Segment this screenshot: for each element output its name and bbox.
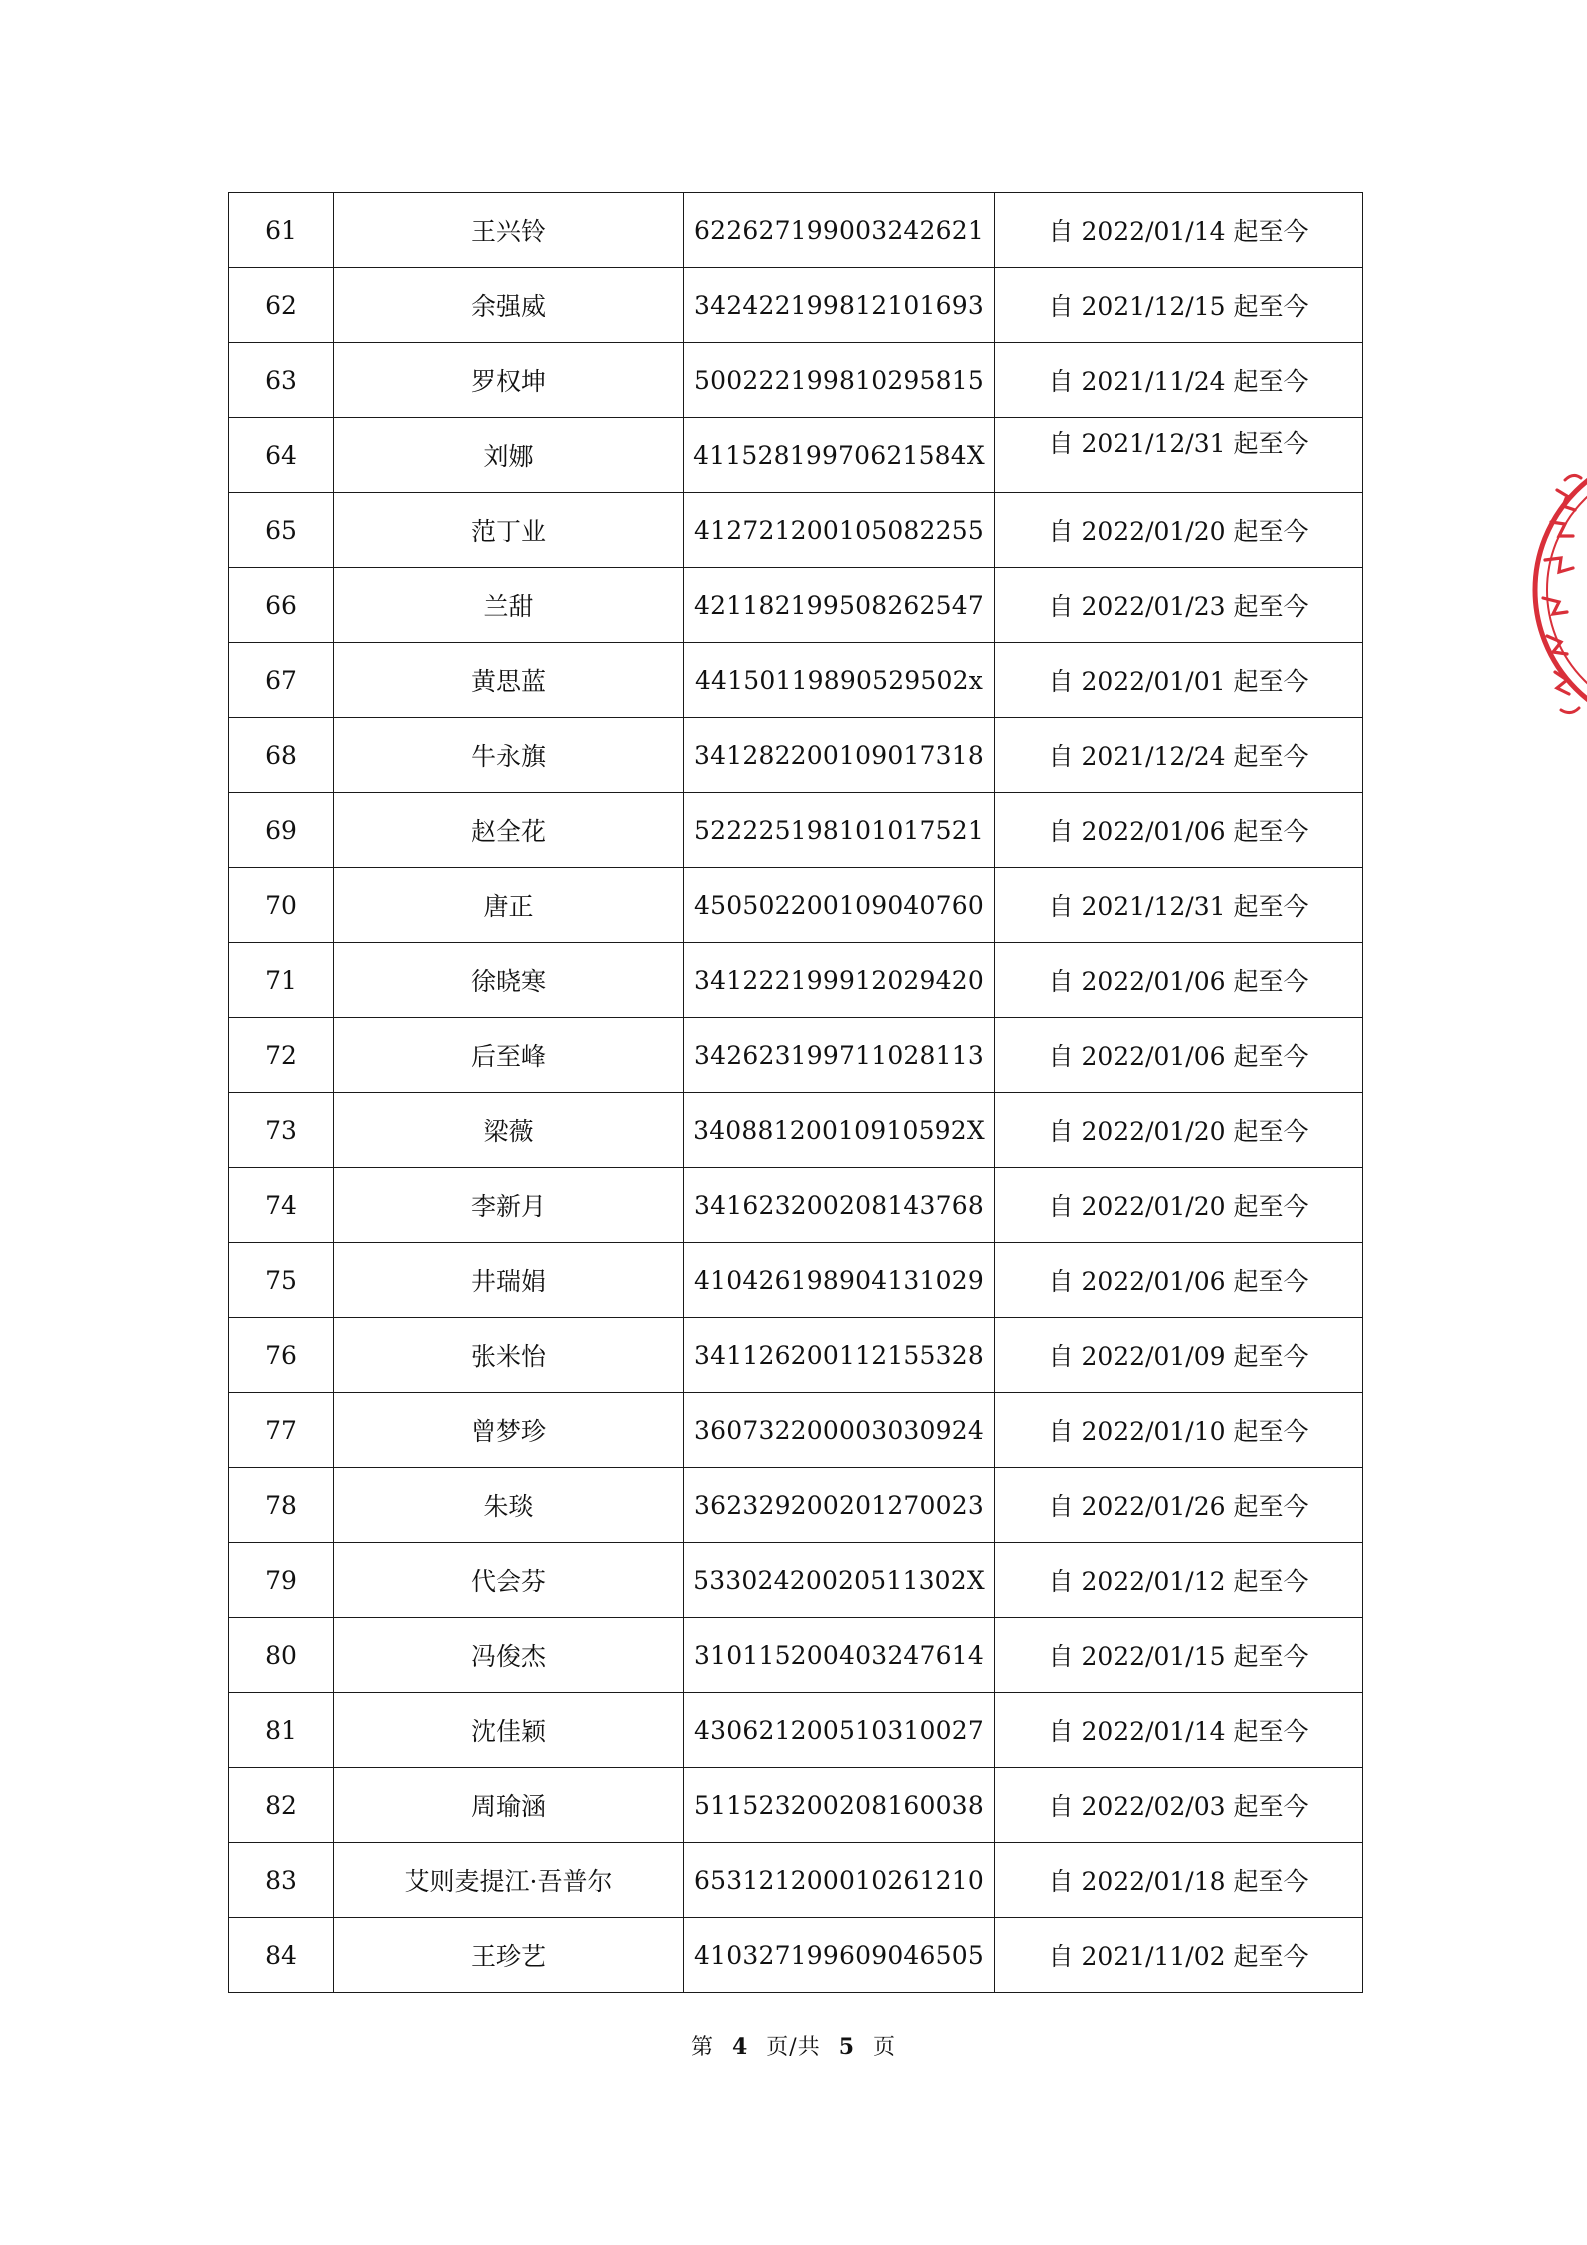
period-cell: 自 2022/01/14 起至今 <box>995 193 1363 268</box>
id-number-cell: 41152819970621584X <box>684 418 995 493</box>
id-number-cell: 410327199609046505 <box>684 1918 995 1993</box>
row-number-cell: 72 <box>229 1018 334 1093</box>
table-row <box>229 1543 1363 1618</box>
employee-roster-table <box>228 192 1363 1993</box>
id-number-cell: 653121200010261210 <box>684 1843 995 1918</box>
total-pages-number: 5 <box>838 2034 856 2060</box>
period-cell: 自 2022/01/20 起至今 <box>995 493 1363 568</box>
id-number-cell: 341282200109017318 <box>684 718 995 793</box>
period-cell: 自 2022/01/06 起至今 <box>995 1018 1363 1093</box>
id-number-cell: 342623199711028113 <box>684 1018 995 1093</box>
period-cell: 自 2022/01/14 起至今 <box>995 1693 1363 1768</box>
company-seal-stamp <box>1525 420 1587 760</box>
name-cell: 艾则麦提江·吾普尔 <box>334 1843 684 1918</box>
name-cell: 王兴铃 <box>334 193 684 268</box>
period-cell: 自 2022/01/20 起至今 <box>995 1168 1363 1243</box>
id-number-cell: 53302420020511302X <box>684 1543 995 1618</box>
table-row <box>229 268 1363 343</box>
table-row <box>229 1318 1363 1393</box>
period-cell: 自 2022/01/20 起至今 <box>995 1093 1363 1168</box>
row-number-cell: 63 <box>229 343 334 418</box>
name-cell: 周瑜涵 <box>334 1768 684 1843</box>
id-number-cell: 341126200112155328 <box>684 1318 995 1393</box>
name-cell: 井瑞娟 <box>334 1243 684 1318</box>
footer-suffix: 页 <box>873 2035 897 2060</box>
name-cell: 黄思蓝 <box>334 643 684 718</box>
name-cell: 曾梦珍 <box>334 1393 684 1468</box>
period-cell: 自 2022/01/09 起至今 <box>995 1318 1363 1393</box>
period-cell: 自 2022/01/06 起至今 <box>995 793 1363 868</box>
table-row <box>229 1843 1363 1918</box>
table-row <box>229 868 1363 943</box>
table-row <box>229 568 1363 643</box>
row-number-cell: 74 <box>229 1168 334 1243</box>
name-cell: 朱琰 <box>334 1468 684 1543</box>
row-number-cell: 66 <box>229 568 334 643</box>
id-number-cell: 412721200105082255 <box>684 493 995 568</box>
footer-prefix: 第 <box>690 2035 714 2060</box>
name-cell: 余强威 <box>334 268 684 343</box>
row-number-cell: 68 <box>229 718 334 793</box>
name-cell: 牛永旗 <box>334 718 684 793</box>
name-cell: 代会芬 <box>334 1543 684 1618</box>
name-cell: 徐晓寒 <box>334 943 684 1018</box>
id-number-cell: 522225198101017521 <box>684 793 995 868</box>
name-cell: 刘娜 <box>334 418 684 493</box>
table-row <box>229 1768 1363 1843</box>
id-number-cell: 34088120010910592X <box>684 1093 995 1168</box>
name-cell: 后至峰 <box>334 1018 684 1093</box>
period-cell: 自 2022/01/10 起至今 <box>995 1393 1363 1468</box>
name-cell: 冯俊杰 <box>334 1618 684 1693</box>
id-number-cell: 342422199812101693 <box>684 268 995 343</box>
row-number-cell: 80 <box>229 1618 334 1693</box>
table-row <box>229 793 1363 868</box>
table-row <box>229 193 1363 268</box>
table-row <box>229 418 1363 493</box>
id-number-cell: 430621200510310027 <box>684 1693 995 1768</box>
name-cell: 梁薇 <box>334 1093 684 1168</box>
name-cell: 沈佳颖 <box>334 1693 684 1768</box>
row-number-cell: 81 <box>229 1693 334 1768</box>
table-row <box>229 1693 1363 1768</box>
id-number-cell: 622627199003242621 <box>684 193 995 268</box>
name-cell: 李新月 <box>334 1168 684 1243</box>
table-row <box>229 1918 1363 1993</box>
period-cell: 自 2022/01/01 起至今 <box>995 643 1363 718</box>
id-number-cell: 362329200201270023 <box>684 1468 995 1543</box>
id-number-cell: 341623200208143768 <box>684 1168 995 1243</box>
row-number-cell: 73 <box>229 1093 334 1168</box>
id-number-cell: 421182199508262547 <box>684 568 995 643</box>
table-row <box>229 1168 1363 1243</box>
row-number-cell: 84 <box>229 1918 334 1993</box>
table-row <box>229 1018 1363 1093</box>
row-number-cell: 76 <box>229 1318 334 1393</box>
roster-table-body <box>229 193 1363 1993</box>
table-row <box>229 1093 1363 1168</box>
table-row <box>229 343 1363 418</box>
row-number-cell: 71 <box>229 943 334 1018</box>
table-row <box>229 1468 1363 1543</box>
period-cell: 自 2022/01/23 起至今 <box>995 568 1363 643</box>
id-number-cell: 360732200003030924 <box>684 1393 995 1468</box>
period-cell: 自 2021/12/15 起至今 <box>995 268 1363 343</box>
name-cell: 张米怡 <box>334 1318 684 1393</box>
id-number-cell: 511523200208160038 <box>684 1768 995 1843</box>
row-number-cell: 67 <box>229 643 334 718</box>
row-number-cell: 75 <box>229 1243 334 1318</box>
row-number-cell: 82 <box>229 1768 334 1843</box>
current-page-number: 4 <box>731 2034 749 2060</box>
period-cell: 自 2022/01/26 起至今 <box>995 1468 1363 1543</box>
table-row <box>229 1393 1363 1468</box>
row-number-cell: 61 <box>229 193 334 268</box>
id-number-cell: 450502200109040760 <box>684 868 995 943</box>
period-cell: 自 2022/01/12 起至今 <box>995 1543 1363 1618</box>
row-number-cell: 79 <box>229 1543 334 1618</box>
name-cell: 兰甜 <box>334 568 684 643</box>
table-row <box>229 1618 1363 1693</box>
page-footer <box>0 2030 1587 2061</box>
row-number-cell: 62 <box>229 268 334 343</box>
row-number-cell: 64 <box>229 418 334 493</box>
id-number-cell: 500222199810295815 <box>684 343 995 418</box>
footer-middle: 页/共 <box>766 2035 821 2060</box>
period-cell: 自 2021/11/24 起至今 <box>995 343 1363 418</box>
period-cell: 自 2022/01/18 起至今 <box>995 1843 1363 1918</box>
row-number-cell: 69 <box>229 793 334 868</box>
name-cell: 赵全花 <box>334 793 684 868</box>
id-number-cell: 310115200403247614 <box>684 1618 995 1693</box>
name-cell: 唐正 <box>334 868 684 943</box>
row-number-cell: 78 <box>229 1468 334 1543</box>
id-number-cell: 341222199912029420 <box>684 943 995 1018</box>
table-row <box>229 643 1363 718</box>
period-cell: 自 2021/12/31 起至今 <box>995 868 1363 943</box>
id-number-cell: 44150119890529502x <box>684 643 995 718</box>
row-number-cell: 83 <box>229 1843 334 1918</box>
row-number-cell: 70 <box>229 868 334 943</box>
name-cell: 罗权坤 <box>334 343 684 418</box>
period-cell: 自 2022/01/15 起至今 <box>995 1618 1363 1693</box>
table-row <box>229 493 1363 568</box>
period-cell: 自 2022/02/03 起至今 <box>995 1768 1363 1843</box>
period-cell: 自 2022/01/06 起至今 <box>995 943 1363 1018</box>
period-cell: 自 2021/12/24 起至今 <box>995 718 1363 793</box>
id-number-cell: 410426198904131029 <box>684 1243 995 1318</box>
row-number-cell: 65 <box>229 493 334 568</box>
period-cell: 自 2021/12/31 起至今 <box>995 418 1363 493</box>
table-row <box>229 1243 1363 1318</box>
name-cell: 王珍艺 <box>334 1918 684 1993</box>
name-cell: 范丁业 <box>334 493 684 568</box>
table-row <box>229 943 1363 1018</box>
row-number-cell: 77 <box>229 1393 334 1468</box>
period-cell: 自 2022/01/06 起至今 <box>995 1243 1363 1318</box>
table-row <box>229 718 1363 793</box>
seal-stamp-graphic <box>1525 420 1587 760</box>
period-cell: 自 2021/11/02 起至今 <box>995 1918 1363 1993</box>
